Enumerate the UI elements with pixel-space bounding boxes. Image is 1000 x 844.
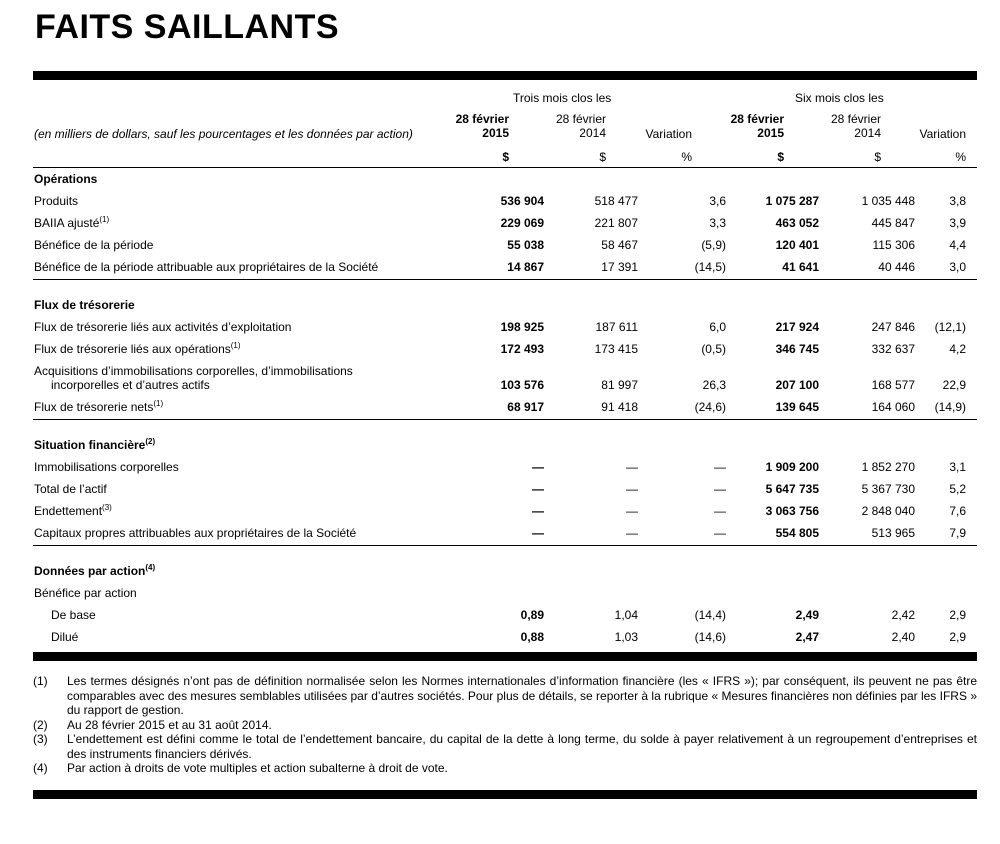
section-title-financial: Situation financière$^{(2)}$ [34, 437, 156, 452]
section-title-operations: Opérations [34, 172, 98, 186]
section-title-pershare: Données par action$^{(4)}$ [34, 563, 156, 578]
footnote-2: (2) Au 28 février 2015 et au 31 août 2014. [33, 717, 272, 732]
section-rule [33, 279, 977, 280]
unit-5: $ [874, 150, 881, 164]
group-header-three-months: Trois mois clos les [513, 91, 612, 105]
unit-6: % [955, 150, 966, 164]
table-row: Capitaux propres attribuables aux propriétaires de la Société — — — 554 805 513 965 7,9 [34, 526, 966, 540]
sublabel-eps: Bénéfice par action [34, 586, 137, 600]
table-subtitle: (en milliers de dollars, sauf les pourcentages et les données par action) [34, 127, 413, 141]
table-row: Bénéfice de la période attribuable aux propriétaires de la Société 14 867 17 391 (14,5) 41 641 40 446 3,0 [34, 260, 966, 274]
table-row: Endettement$^{(3)}$ — — — 3 063 756 2 848 040 7,6 [34, 503, 966, 518]
footnote-4: (4) Par action à droits de vote multiples et action subalterne à droit de vote. [33, 761, 448, 775]
top-rule [33, 71, 977, 80]
table-row: BAIIA ajusté$^{(1)}$ 229 069 221 807 3,3 463 052 445 847 3,9 [34, 215, 966, 230]
bottom-rule [33, 790, 977, 799]
unit-3: % [681, 150, 692, 164]
page-title: FAITS SAILLANTS [35, 8, 340, 46]
footnotes [33, 674, 977, 776]
table-row: Flux de trésorerie nets$^{(1)}$ 68 917 91 418 (24,6) 139 645 164 060 (14,9) [34, 399, 966, 414]
table-row: Bénéfice de la période 55 038 58 467 (5,9) 120 401 115 306 4,4 [34, 238, 966, 252]
unit-4: $ [777, 150, 784, 164]
unit-2: $ [599, 150, 606, 164]
group-header-six-months: Six mois clos les [795, 91, 884, 105]
table-row: Total de l’actif — — — 5 647 735 5 367 730 5,2 [34, 482, 966, 496]
table-row: Immobilisations corporelles — — — 1 909 200 1 852 270 3,1 [34, 460, 966, 474]
col-header-5: 28 février 2014 [830, 112, 881, 140]
unit-1: $ [502, 150, 509, 164]
col-header-2: 28 février 2014 [555, 112, 606, 140]
col-header-1: 28 février 2015 [455, 112, 509, 140]
table-row: Flux de trésorerie liés aux activités d’exploitation 198 925 187 611 6,0 217 924 247 846 (12,1) [34, 320, 966, 334]
section-title-cashflow: Flux de trésorerie [34, 298, 135, 312]
footnote-3: (3) L’endettement est défini comme le total de l’endettement bancaire, du capital de la dette à long terme, du solde à payer relativement à un regroupement d’entreprises et des instruments financiers dérivés. [33, 732, 977, 761]
table-row: Produits 536 904 518 477 3,6 1 075 287 1 035 448 3,8 [34, 194, 966, 208]
col-header-6: Variation [919, 127, 966, 141]
footnote-1: (1) Les termes désignés n’ont pas de définition normalisée selon les Normes internationales d’information financière (les « IFRS »); par conséquent, ils peuvent ne pas être comparables avec des mesures semblables utilisées par d’autres sociétés. Pour plus de détails, se reporter à la rubrique « Mesures financières non définies par les IFRS » du rapport de gestion. [33, 674, 977, 717]
table-bottom-rule [33, 652, 977, 661]
section-rule [33, 419, 977, 420]
table-row: Acquisitions d’immobilisations corporelles, d’immobilisations incorporelles et d’autres actifs 103 576 81 997 26,3 207 100 168 577 22,9 [34, 364, 966, 392]
table-row: Dilué 0,88 1,03 (14,6) 2,47 2,40 2,9 [51, 630, 966, 644]
table-row: Flux de trésorerie liés aux opérations$^{(1)}$ 172 493 173 415 (0,5) 346 745 332 637 4,2 [34, 341, 966, 356]
section-rule [33, 545, 977, 546]
col-header-3: Variation [645, 127, 692, 141]
col-header-4: 28 février 2015 [730, 112, 784, 140]
table-row: De base 0,89 1,04 (14,4) 2,49 2,42 2,9 [51, 608, 966, 622]
